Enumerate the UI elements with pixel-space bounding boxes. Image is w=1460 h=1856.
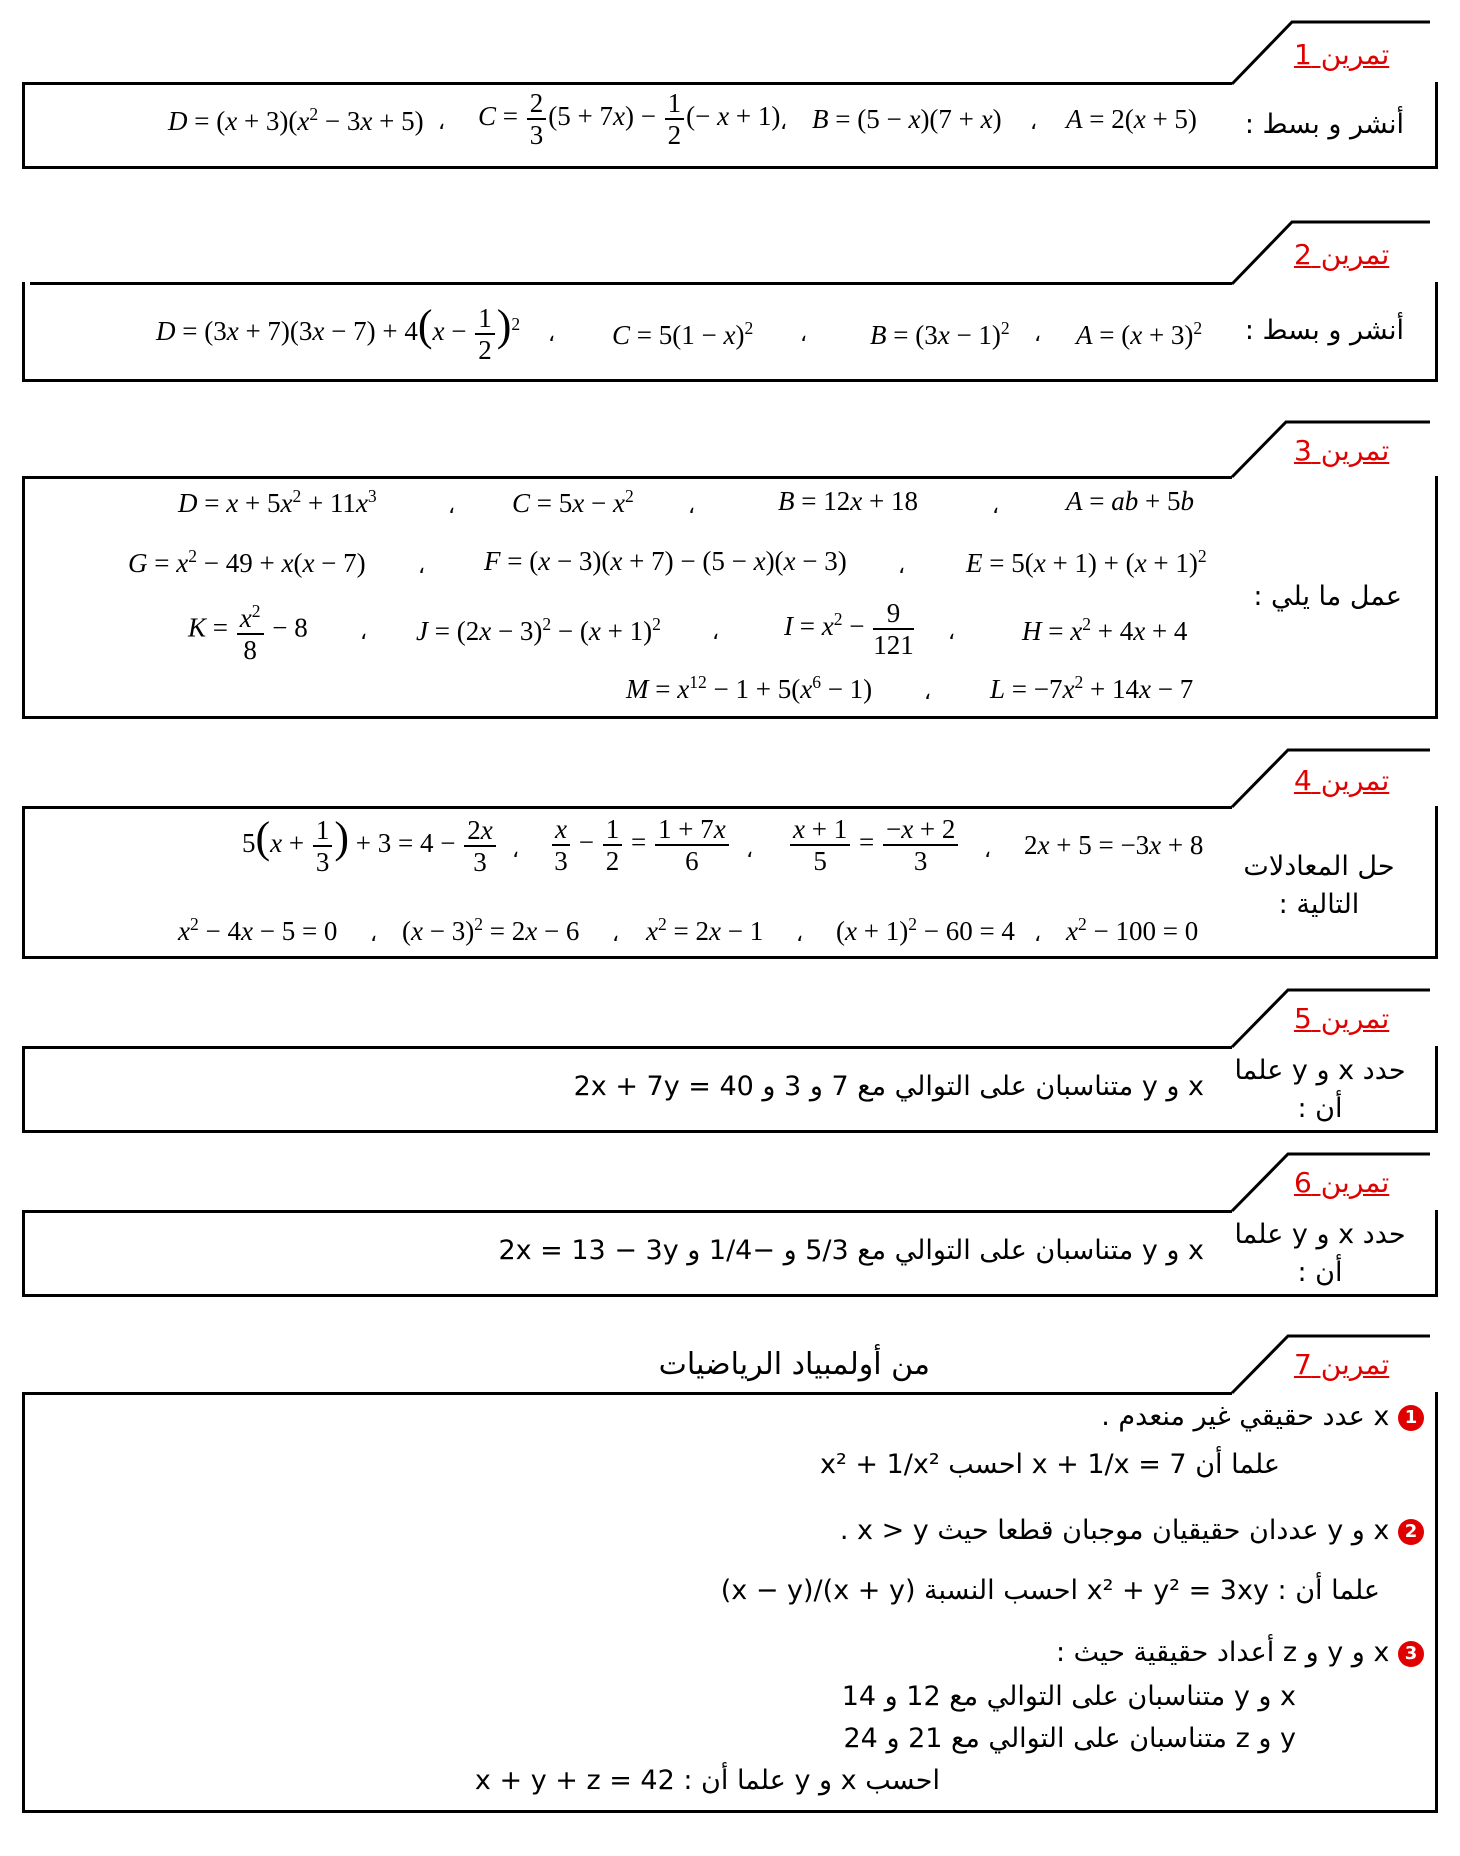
exercise-title: تمرين 7: [1294, 1348, 1390, 1381]
eq-7: $x^2 = 2x - 1$: [646, 914, 764, 946]
exercise-instruction: حدد x و y علما أن :: [1234, 1219, 1406, 1288]
expr-b: B = 12x + 18: [778, 486, 918, 516]
item-2-line-1: [840, 1512, 1424, 1550]
exercise-title: تمرين 1: [1294, 38, 1390, 71]
item-3-line-4: احسب x و y علما أن : x + y + z = 42: [474, 1765, 940, 1796]
separator: ،: [898, 554, 906, 579]
item-marker: 3: [1398, 1641, 1424, 1667]
item-text: x و y عددان حقيقيان موجبان قطعا حيث x > y .: [839, 1515, 1390, 1546]
expr-d: $D = (x + 3)(x^2 - 3x + 5)$: [168, 104, 424, 136]
expr-b: B = (5 − x)(7 + x): [812, 104, 1002, 134]
item-1-line-2: علما أن x + 1/x = 7 احسب x² + 1/x²: [819, 1449, 1280, 1480]
expr-a: $A = (x + 3)^2$: [1076, 318, 1203, 350]
expr-f: F = (x − 3)(x + 7) − (5 − x)(x − 3): [484, 546, 847, 576]
separator: ،: [438, 110, 446, 135]
item-2-line-2: علما أن : x² + y² = 3xy احسب النسبة (x + y)/(x − y): [720, 1575, 1380, 1606]
separator: ،: [360, 620, 368, 645]
expr-i: $I = x^2$ − $\frac{9}{121}$: [784, 598, 914, 660]
eq-2: $\frac{x + 1}{5}$ = $\frac{-x + 2}{3}$: [788, 814, 960, 876]
expr-b: $B = (3x - 1)^2$: [870, 318, 1010, 350]
separator: ،: [512, 838, 520, 863]
separator: ،: [712, 620, 720, 645]
expr-a: A = 2(x + 5): [1066, 104, 1197, 134]
expr-d: D = (3x + 7)(3x − 7) + 4(x − $\frac{1}{2}$ )$^2$: [156, 301, 521, 365]
expr-a: A = ab + 5b: [1066, 486, 1194, 516]
separator: ،: [370, 922, 378, 947]
exercise-title: تمرين 5: [1294, 1002, 1390, 1035]
expr-m: $M = x^{12} - 1 + 5(x^6 - 1)$: [626, 672, 873, 704]
exercise-heading: من أولمبياد الرياضيات: [658, 1347, 930, 1382]
expr-e: $E = 5(x + 1) + (x + 1)^2$: [966, 546, 1207, 578]
separator: ،: [548, 322, 556, 347]
separator: ،: [992, 494, 1000, 519]
item-text: x عدد حقيقي غير منعدم .: [1101, 1401, 1390, 1432]
expr-h: $H = x^2 + 4x + 4$: [1022, 614, 1188, 646]
exercise-instruction: عمل ما يلي :: [1253, 581, 1402, 612]
exercise-instruction: أنشر و بسط :: [1244, 315, 1404, 346]
expr-c: $C = 5x - x^2$: [512, 486, 634, 518]
exercise-instruction: حدد x و y علما أن :: [1234, 1055, 1406, 1124]
exercise-instruction: أنشر و بسط :: [1244, 109, 1404, 140]
exercise-statement: x و y متناسبان على التوالي مع 5/3 و −1/4 و 2x = 13 − 3y: [498, 1235, 1204, 1266]
eq-1: 2x + 5 = −3x + 8: [1024, 830, 1204, 860]
eq-4: 5(x + $\frac{1}{3}$ ) + 3 = 4 − $\frac{2x}{3}$: [242, 812, 498, 877]
expr-c: $C = 5(1 - x)^2$: [612, 318, 754, 350]
eq-5: $x^2 - 100 = 0$: [1066, 914, 1199, 946]
separator: ،: [780, 110, 788, 135]
separator: ،: [1030, 110, 1038, 135]
separator: ،: [984, 838, 992, 863]
separator: ،: [1034, 322, 1042, 347]
exercise-statement: x و y متناسبان على التوالي مع 7 و 3 و 2x + 7y = 40: [573, 1071, 1204, 1102]
expr-d: $D = x + 5x^2 + 11x^3$: [178, 486, 377, 518]
exercise-title: تمرين 4: [1294, 764, 1390, 797]
separator: ،: [746, 838, 754, 863]
separator: ،: [800, 322, 808, 347]
item-3-line-2: x و y متناسبان على التوالي مع 12 و 14: [841, 1681, 1296, 1712]
exercise-title: تمرين 3: [1294, 434, 1390, 467]
separator: ،: [924, 680, 932, 705]
eq-8: $(x - 3)^2 = 2x - 6$: [402, 914, 580, 946]
item-marker: 2: [1398, 1519, 1424, 1545]
expr-g: $G = x^2 - 49 + x(x - 7)$: [128, 546, 366, 578]
expr-c: C = $\frac{2}{3}$ (5 + 7x) − $\frac{1}{2}$ (− x + 1): [478, 88, 781, 150]
separator: ،: [418, 554, 426, 579]
item-3-line-3: y و z متناسبان على التوالي مع 21 و 24: [843, 1723, 1296, 1754]
item-text: x و y و z أعداد حقيقية حيث :: [1055, 1637, 1390, 1668]
expr-l: $L = -7x^2 + 14x - 7$: [990, 672, 1194, 704]
eq-9: $x^2 - 4x - 5 = 0$: [178, 914, 338, 946]
expr-k: K = $\frac{x^2}{8}$ − 8: [188, 596, 308, 665]
item-1-line-1: [1101, 1398, 1424, 1436]
exercise-title: تمرين 2: [1294, 238, 1390, 271]
separator: ،: [612, 922, 620, 947]
exercise-instruction: حل المعادلات التالية :: [1243, 851, 1395, 920]
separator: ،: [688, 494, 696, 519]
item-marker: 1: [1398, 1405, 1424, 1431]
item-3-line-1: [1056, 1634, 1424, 1672]
separator: ،: [796, 922, 804, 947]
eq-3: $\frac{x}{3}$ − $\frac{1}{2}$ = $\frac{1 + 7x}{6}$: [550, 814, 731, 876]
exercise-title: تمرين 6: [1294, 1166, 1390, 1199]
separator: ،: [948, 620, 956, 645]
separator: ،: [1034, 922, 1042, 947]
separator: ،: [448, 494, 456, 519]
eq-6: $(x + 1)^2 - 60 = 4$: [836, 914, 1015, 946]
expr-j: $J = (2x - 3)^2 - (x + 1)^2$: [416, 614, 661, 646]
